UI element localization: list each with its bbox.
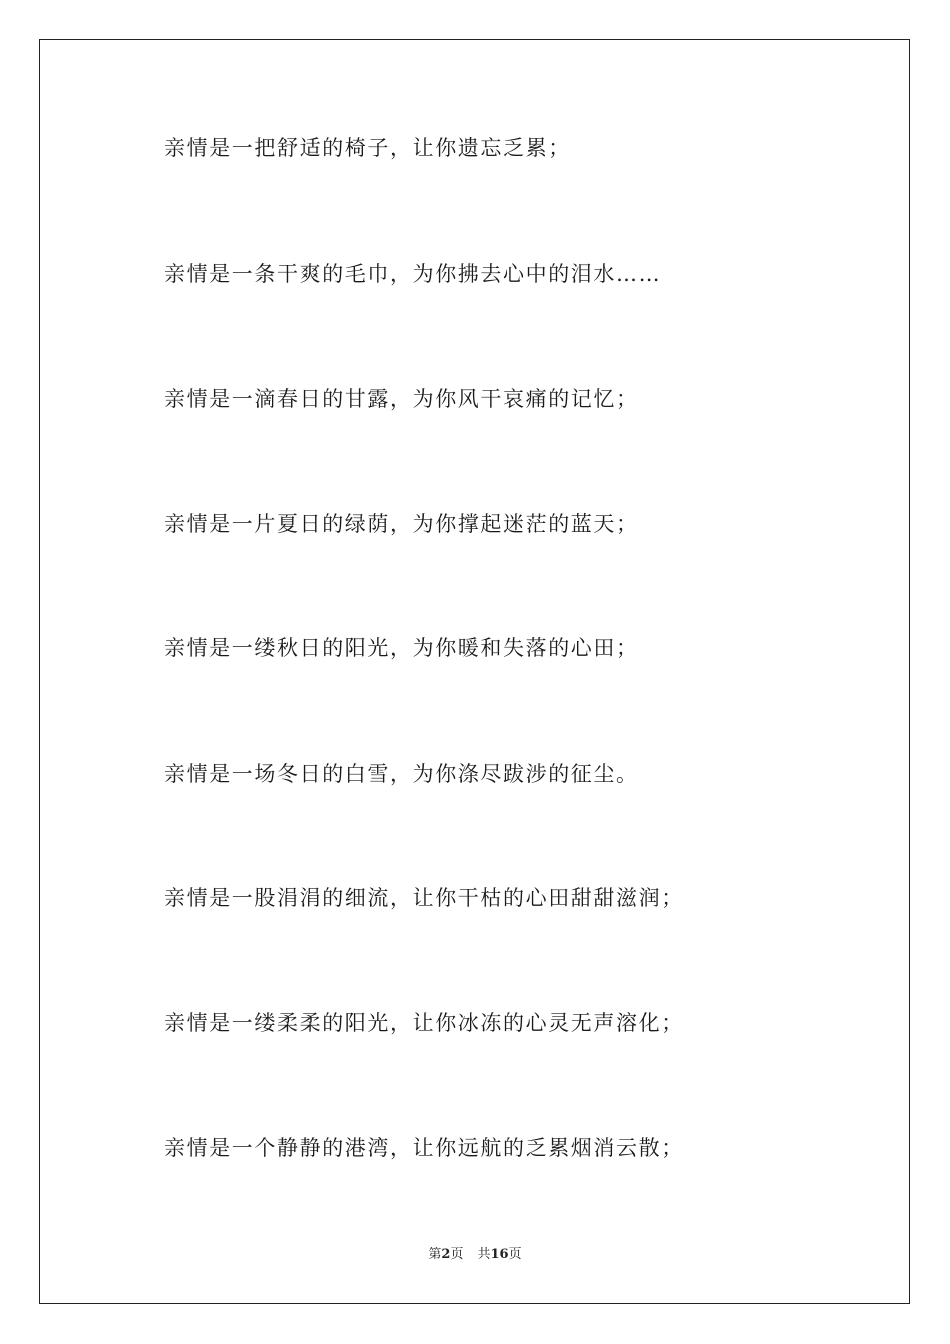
- text-line: 亲情是一场冬日的白雪，为你涤尽跋涉的征尘。: [164, 762, 639, 786]
- page-footer: [0, 1246, 950, 1264]
- total-prefix: 共: [477, 1247, 491, 1262]
- page-suffix: 页: [450, 1247, 464, 1262]
- text-line: 亲情是一缕柔柔的阳光，让你冰冻的心灵无声溶化；: [164, 1011, 684, 1035]
- total-suffix: 页: [508, 1247, 522, 1262]
- text-line: 亲情是一把舒适的椅子，让你遗忘乏累；: [164, 136, 571, 160]
- page-number: 2: [441, 1247, 451, 1262]
- text-line: 亲情是一条干爽的毛巾，为你拂去心中的泪水……: [164, 262, 662, 286]
- total-pages: 16: [490, 1247, 509, 1262]
- page-frame: [39, 39, 910, 1304]
- text-line: 亲情是一片夏日的绿荫，为你撑起迷茫的蓝天；: [164, 512, 639, 536]
- page-prefix: 第: [428, 1247, 442, 1262]
- text-line: 亲情是一缕秋日的阳光，为你暖和失落的心田；: [164, 636, 639, 660]
- text-line: 亲情是一股涓涓的细流，让你干枯的心田甜甜滋润；: [164, 886, 684, 910]
- text-line: 亲情是一滴春日的甘露，为你风干哀痛的记忆；: [164, 387, 639, 411]
- text-line: 亲情是一个静静的港湾，让你远航的乏累烟消云散；: [164, 1136, 684, 1160]
